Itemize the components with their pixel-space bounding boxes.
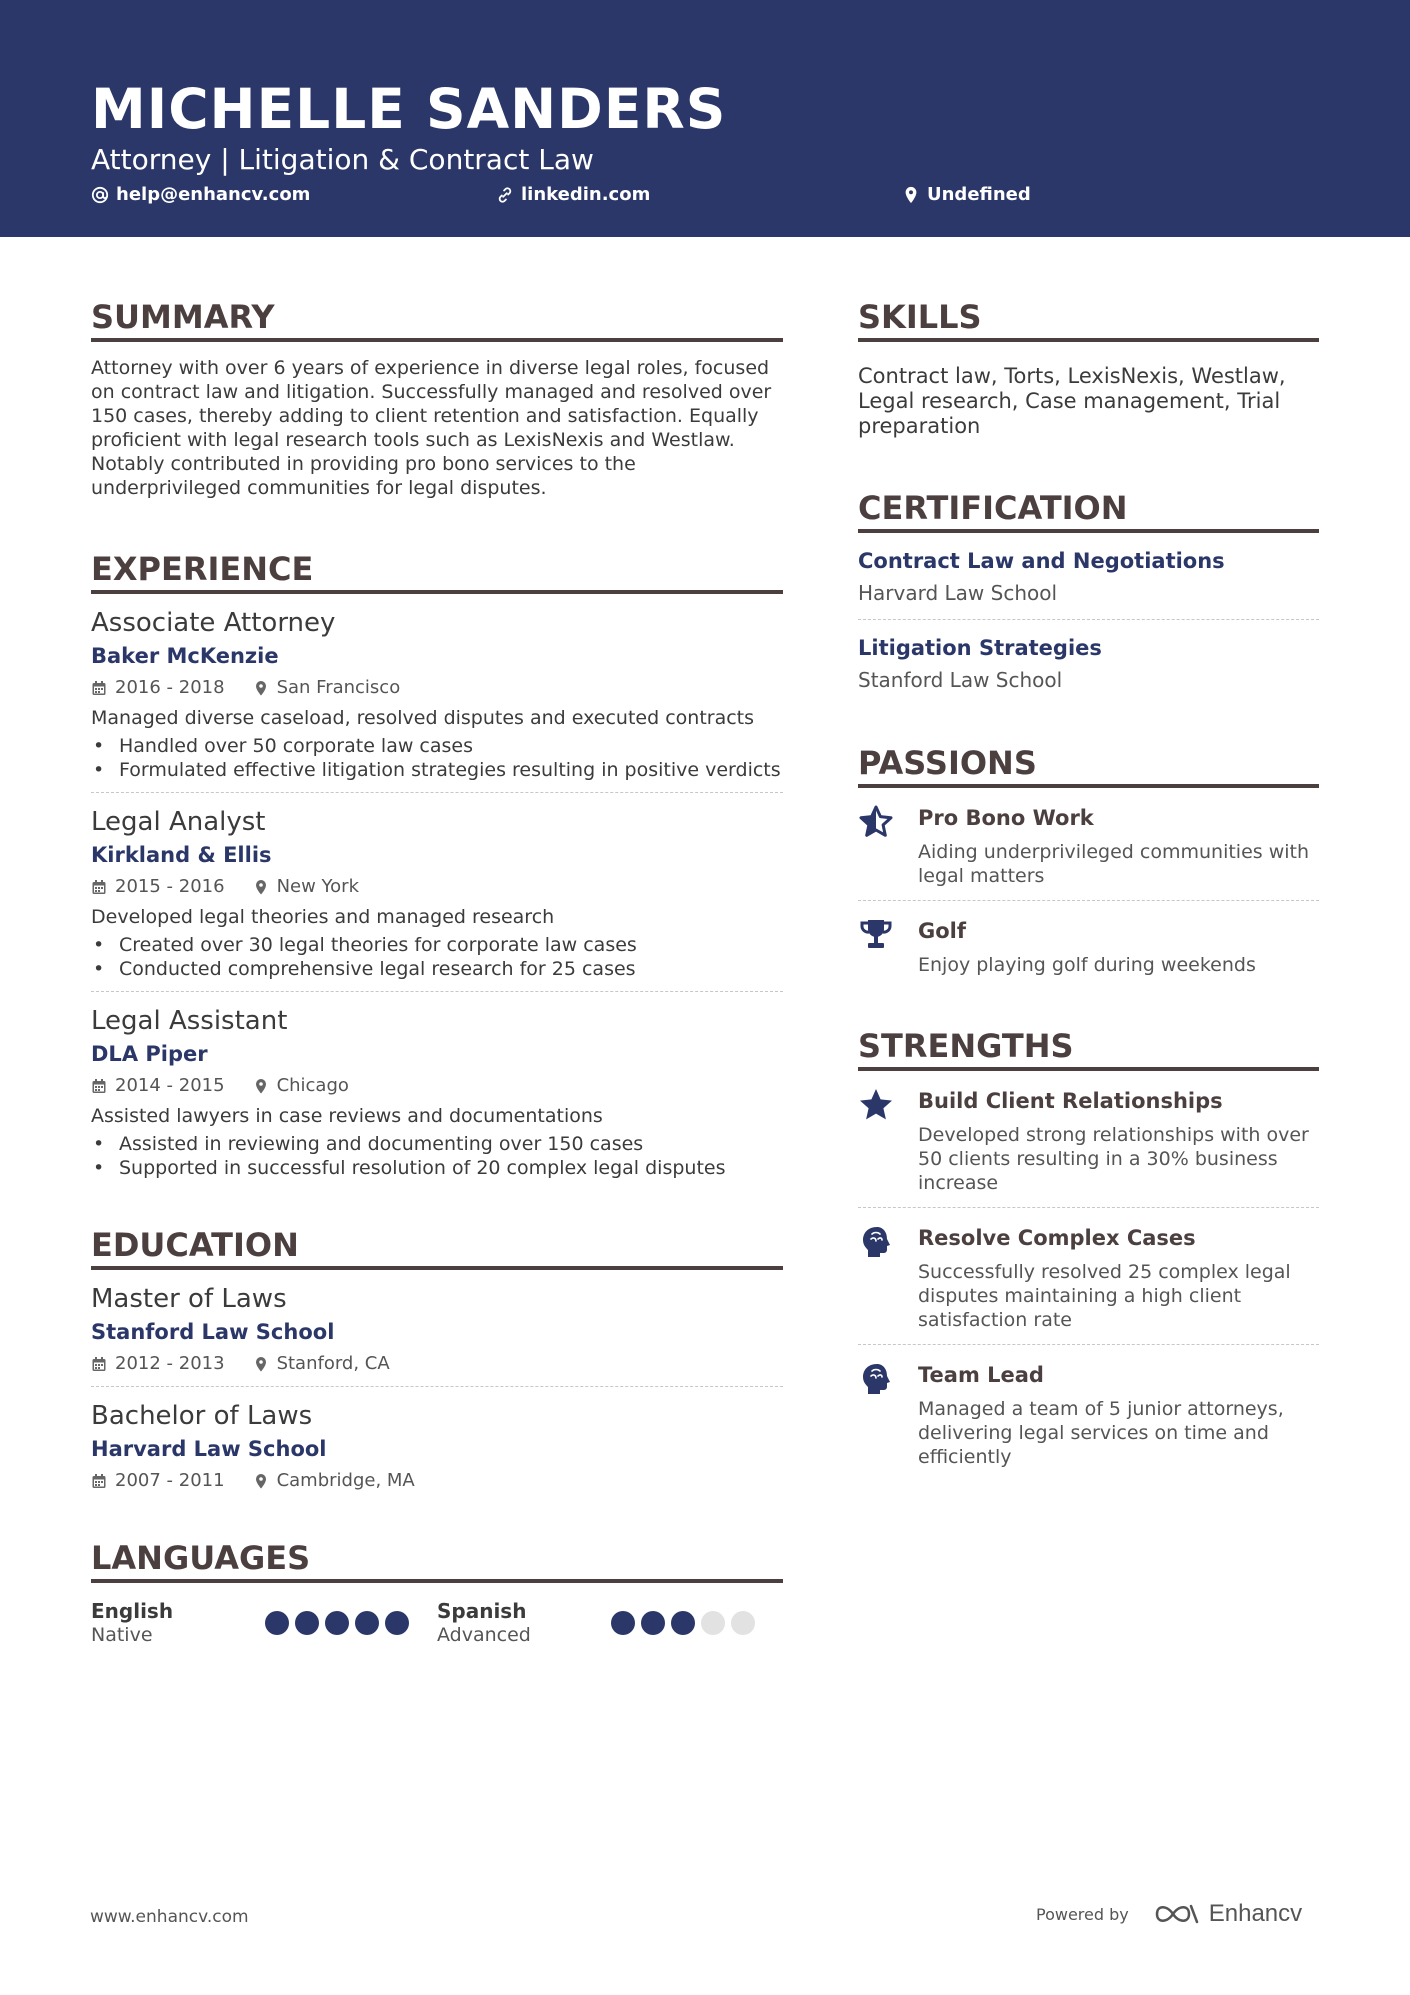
strength-item-body	[918, 1087, 1318, 1195]
certification-issuer: Stanford Law School	[858, 668, 1063, 692]
certification-name: Litigation Strategies	[858, 636, 1102, 660]
education-heading: EDUCATION	[91, 1224, 783, 1270]
location-pin-icon	[253, 879, 269, 895]
degree-title: Bachelor of Laws	[91, 1401, 313, 1431]
passion-item-title: Pro Bono Work	[918, 806, 1094, 830]
location	[253, 875, 359, 899]
footer-branding	[1036, 1900, 1302, 1928]
language-item	[91, 1599, 437, 1647]
summary-section	[91, 296, 783, 500]
trophy-icon	[858, 917, 902, 977]
calendar-icon	[91, 680, 107, 696]
calendar-icon	[91, 879, 107, 895]
enhancv-logo-icon	[1153, 1901, 1201, 1927]
star-icon	[858, 1087, 902, 1195]
location	[253, 1352, 390, 1376]
proficiency-dot	[265, 1611, 289, 1635]
passion-item-description: Enjoy playing golf during weekends	[918, 954, 1256, 976]
meta-row	[91, 1469, 783, 1493]
strength-list	[858, 1071, 1319, 1481]
job-title: Legal Analyst	[91, 807, 266, 837]
education-item	[91, 1282, 783, 1386]
skills-section	[858, 296, 1319, 439]
experience-heading: EXPERIENCE	[91, 548, 783, 594]
calendar-icon	[91, 1473, 107, 1489]
proficiency-dot	[731, 1611, 755, 1635]
at-icon	[91, 186, 109, 204]
achievement-list	[91, 933, 783, 981]
certification-name: Contract Law and Negotiations	[858, 549, 1225, 573]
certification-item	[858, 533, 1319, 619]
company-name: DLA Piper	[91, 1042, 208, 1066]
job-title: Associate Attorney	[91, 608, 336, 638]
contact-link-text: linkedin.com	[521, 184, 651, 205]
passion-item-body	[918, 804, 1318, 888]
job-description: Managed diverse caseload, resolved disputes and executed contracts	[91, 707, 755, 729]
passion-item-body	[918, 917, 1318, 977]
date-text: 2014 - 2015	[115, 1075, 225, 1096]
proficiency-dot	[385, 1611, 409, 1635]
school-name: Harvard Law School	[91, 1437, 327, 1461]
strength-item-body	[918, 1361, 1318, 1469]
location-text: Chicago	[276, 1075, 349, 1096]
languages-heading: LANGUAGES	[91, 1537, 783, 1583]
summary-heading: SUMMARY	[91, 296, 783, 342]
location-pin-icon	[253, 1356, 269, 1372]
location	[253, 1469, 415, 1493]
achievement-item: • Created over 30 legal theories for corporate law cases	[91, 933, 783, 957]
star-outline-icon	[858, 804, 902, 888]
footer-website[interactable]: www.enhancv.com	[90, 1907, 249, 1927]
powered-by-text: Powered by	[1036, 1904, 1129, 1924]
head-icon	[858, 1361, 902, 1469]
date-text: 2015 - 2016	[115, 876, 225, 897]
achievement-item: • Formulated effective litigation strategies resulting in positive verdicts	[91, 758, 783, 782]
proficiency-dot	[355, 1611, 379, 1635]
job-description: Developed legal theories and managed research	[91, 906, 555, 928]
right-column	[858, 296, 1319, 1481]
proficiency-dot	[295, 1611, 319, 1635]
achievement-list	[91, 734, 783, 782]
strengths-heading: STRENGTHS	[858, 1025, 1319, 1071]
contact-email-text: help@enhancv.com	[116, 184, 311, 205]
proficiency-dot	[701, 1611, 725, 1635]
job-title: Legal Assistant	[91, 1006, 288, 1036]
date-text: 2007 - 2011	[115, 1470, 225, 1491]
skills-heading: SKILLS	[858, 296, 1319, 342]
passions-section	[858, 742, 1319, 989]
language-list	[91, 1599, 783, 1647]
school-name: Stanford Law School	[91, 1320, 335, 1344]
brand-logo[interactable]	[1153, 1900, 1302, 1928]
summary-text: Attorney with over 6 years of experience in diverse legal roles, focused on contract law and litigation. Successfully managed and resolved over 150 cases, thereby adding to client retention and satisfaction. Equally proficient with legal research tools such as LexisNexis and Westlaw. Notably contributed in providing pro bono services to the underprivileged communities for legal disputes.	[91, 357, 772, 499]
company-name: Kirkland & Ellis	[91, 843, 272, 867]
strength-item	[858, 1344, 1319, 1481]
passion-item-description: Aiding underprivileged communities with legal matters	[918, 841, 1310, 887]
meta-row	[91, 1074, 783, 1098]
education-list	[91, 1282, 783, 1503]
achievement-item: • Assisted in reviewing and documenting over 150 cases	[91, 1132, 783, 1156]
education-section	[91, 1224, 783, 1503]
location-text: Cambridge, MA	[276, 1470, 415, 1491]
left-column	[91, 296, 783, 1647]
strength-item-title: Team Lead	[918, 1363, 1044, 1387]
achievement-item: • Conducted comprehensive legal research for 25 cases	[91, 957, 783, 981]
location-text: Stanford, CA	[276, 1353, 390, 1374]
achievement-item: • Handled over 50 corporate law cases	[91, 734, 783, 758]
certification-item	[858, 619, 1319, 706]
proficiency-dots	[265, 1611, 409, 1635]
languages-section	[91, 1537, 783, 1647]
proficiency-dot	[641, 1611, 665, 1635]
proficiency-dot	[611, 1611, 635, 1635]
passion-list	[858, 788, 1319, 989]
candidate-title: Attorney | Litigation & Contract Law	[91, 143, 594, 176]
proficiency-dot	[671, 1611, 695, 1635]
passions-heading: PASSIONS	[858, 742, 1319, 788]
strength-item-description: Developed strong relationships with over 50 clients resulting in a 30% business increase	[918, 1124, 1309, 1194]
contact-email[interactable]	[91, 182, 310, 208]
experience-item	[91, 792, 783, 991]
location-pin-icon	[253, 1078, 269, 1094]
language-item	[437, 1599, 783, 1647]
passion-item-title: Golf	[918, 919, 966, 943]
calendar-icon	[91, 1078, 107, 1094]
calendar-icon	[91, 1356, 107, 1372]
date-range	[91, 875, 225, 899]
meta-row	[91, 676, 783, 700]
certification-issuer: Harvard Law School	[858, 581, 1058, 605]
strength-item-body	[918, 1224, 1318, 1332]
location-pin-icon	[902, 186, 920, 204]
location-pin-icon	[253, 680, 269, 696]
location	[253, 676, 401, 700]
meta-row	[91, 1352, 783, 1376]
language-name: Spanish	[437, 1599, 527, 1623]
strength-item	[858, 1207, 1319, 1344]
strength-item	[858, 1071, 1319, 1207]
language-name: English	[91, 1599, 174, 1623]
date-text: 2016 - 2018	[115, 677, 225, 698]
company-name: Baker McKenzie	[91, 644, 279, 668]
experience-item	[91, 606, 783, 792]
language-level: Native	[91, 1624, 153, 1646]
contact-link[interactable]	[496, 182, 650, 208]
passion-item	[858, 900, 1319, 989]
proficiency-dots	[611, 1611, 755, 1635]
achievement-list	[91, 1132, 783, 1180]
language-level: Advanced	[437, 1624, 531, 1646]
strength-item-description: Successfully resolved 25 complex legal disputes maintaining a high client satisfaction rate	[918, 1261, 1291, 1331]
contact-location-text: Undefined	[927, 184, 1031, 205]
skills-text: Contract law, Torts, LexisNexis, Westlaw, Legal research, Case management, Trial preparation	[858, 364, 1286, 438]
passion-item	[858, 788, 1319, 900]
location-pin-icon	[253, 1473, 269, 1489]
date-range	[91, 1074, 225, 1098]
date-range	[91, 1469, 225, 1493]
location-text: New York	[276, 876, 359, 897]
candidate-name: MICHELLE SANDERS	[91, 77, 727, 141]
contact-location	[902, 182, 1031, 208]
brand-name: Enhancv	[1208, 1900, 1303, 1927]
job-description: Assisted lawyers in case reviews and documentations	[91, 1105, 603, 1127]
achievement-item: • Supported in successful resolution of 20 complex legal disputes	[91, 1156, 783, 1180]
proficiency-dot	[325, 1611, 349, 1635]
experience-item	[91, 991, 783, 1190]
date-range	[91, 1352, 225, 1376]
education-item	[91, 1386, 783, 1503]
location-text: San Francisco	[276, 677, 401, 698]
strength-item-title: Resolve Complex Cases	[918, 1226, 1196, 1250]
certification-list	[858, 533, 1319, 706]
link-icon	[496, 186, 514, 204]
date-range	[91, 676, 225, 700]
meta-row	[91, 875, 783, 899]
date-text: 2012 - 2013	[115, 1353, 225, 1374]
degree-title: Master of Laws	[91, 1284, 287, 1314]
strength-item-title: Build Client Relationships	[918, 1089, 1223, 1113]
certification-section	[858, 487, 1319, 706]
strengths-section	[858, 1025, 1319, 1481]
experience-list	[91, 606, 783, 1190]
certification-heading: CERTIFICATION	[858, 487, 1319, 533]
head-icon	[858, 1224, 902, 1332]
location	[253, 1074, 349, 1098]
experience-section	[91, 548, 783, 1190]
resume-header	[0, 0, 1410, 237]
strength-item-description: Managed a team of 5 junior attorneys, delivering legal services on time and efficiently	[918, 1398, 1284, 1468]
